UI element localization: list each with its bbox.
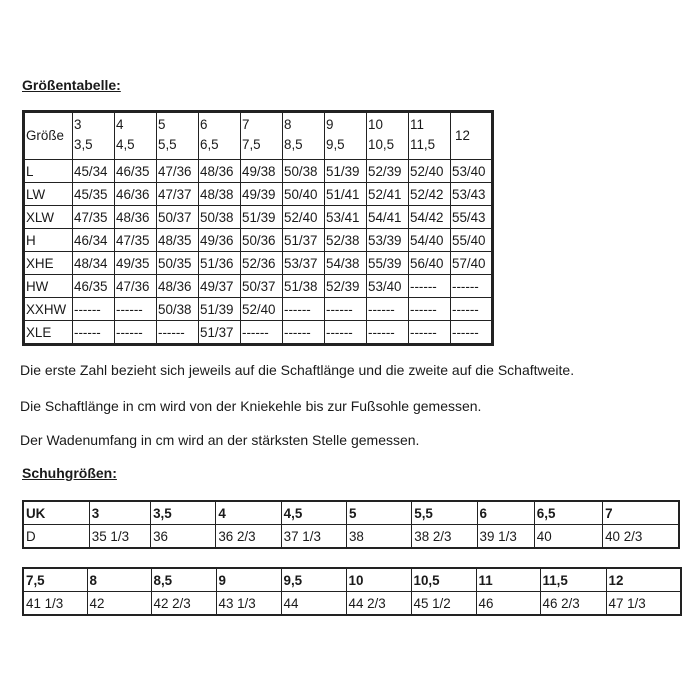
uk-size-cell: 4,5 (281, 501, 346, 525)
size-cell: ------ (283, 321, 325, 345)
size-cell: 53/40 (367, 275, 409, 298)
size-header-value: 10 (368, 117, 383, 132)
size-cell: 54/42 (409, 206, 451, 229)
size-cell: 46/35 (73, 275, 115, 298)
d-size-cell: 42 2/3 (151, 592, 216, 616)
size-cell: 52/39 (325, 275, 367, 298)
d-size-cell: 37 1/3 (281, 525, 346, 549)
d-size-cell: 41 1/3 (23, 592, 87, 616)
uk-size-cell: 4 (216, 501, 281, 525)
uk-size-cell: 5 (346, 501, 411, 525)
size-cell: 48/36 (115, 206, 157, 229)
size-cell: ------ (367, 298, 409, 321)
size-row (24, 160, 493, 183)
uk-size-cell: 9 (216, 568, 281, 592)
size-cell: 49/37 (199, 275, 241, 298)
size-header-row (24, 112, 493, 160)
d-size-cell: 45 1/2 (411, 592, 476, 616)
size-cell: 51/41 (325, 183, 367, 206)
size-row (24, 298, 493, 321)
size-cell: 49/39 (241, 183, 283, 206)
uk-size-cell: 3 (89, 501, 150, 525)
size-cell: 51/37 (283, 229, 325, 252)
shoe-size-table-2 (22, 567, 682, 616)
size-cell: 52/42 (409, 183, 451, 206)
d-size-cell: 40 (534, 525, 602, 549)
size-cell: 53/37 (283, 252, 325, 275)
size-header-value: 4,5 (116, 137, 135, 152)
shoe-d-row (23, 592, 681, 616)
size-header-cell (115, 112, 157, 160)
size-cell: ------ (409, 321, 451, 345)
uk-size-cell: 11,5 (540, 568, 606, 592)
size-cell: 51/39 (241, 206, 283, 229)
uk-size-cell: 7,5 (23, 568, 87, 592)
size-cell: 48/35 (157, 229, 199, 252)
size-row-label: HW (24, 275, 73, 298)
size-row-label: XHE (24, 252, 73, 275)
size-row (24, 275, 493, 298)
size-cell: 52/40 (283, 206, 325, 229)
size-row-label: LW (24, 183, 73, 206)
size-row-label: H (24, 229, 73, 252)
note-shaft-length: Die Schaftlänge in cm wird von der Kniekehle bis zur Fußsohle gemessen. (20, 398, 482, 414)
size-row (24, 183, 493, 206)
d-size-cell: 42 (87, 592, 151, 616)
d-size-cell: 40 2/3 (603, 525, 679, 549)
size-header-value: 10,5 (368, 137, 395, 152)
size-cell: ------ (115, 298, 157, 321)
d-size-cell: 47 1/3 (606, 592, 681, 616)
size-row (24, 229, 493, 252)
size-header-value: 11 (410, 117, 424, 132)
size-cell: 55/39 (367, 252, 409, 275)
size-cell: 47/36 (157, 160, 199, 183)
size-cell: 52/40 (241, 298, 283, 321)
uk-size-cell: 5,5 (412, 501, 477, 525)
size-cell: ------ (451, 298, 493, 321)
shoe-size-table-1 (22, 500, 680, 549)
size-cell: 46/35 (115, 160, 157, 183)
d-size-cell: 44 2/3 (346, 592, 411, 616)
size-cell: 51/38 (283, 275, 325, 298)
size-header-value: 3,5 (74, 137, 93, 152)
size-header-value: 12 (455, 128, 470, 143)
size-cell: 50/37 (241, 275, 283, 298)
uk-size-cell: 9,5 (281, 568, 346, 592)
size-cell: 47/37 (157, 183, 199, 206)
size-cell: ------ (451, 321, 493, 345)
size-header-cell (451, 112, 493, 160)
size-cell: 51/37 (199, 321, 241, 345)
size-cell: 57/40 (451, 252, 493, 275)
size-cell: 48/36 (157, 275, 199, 298)
size-cell: 50/38 (283, 160, 325, 183)
uk-size-cell: 3,5 (151, 501, 216, 525)
size-cell: 50/35 (157, 252, 199, 275)
size-cell: 49/35 (115, 252, 157, 275)
d-size-cell: 46 2/3 (540, 592, 606, 616)
d-size-cell: 36 2/3 (216, 525, 281, 549)
size-cell: ------ (409, 275, 451, 298)
uk-size-cell: 11 (476, 568, 540, 592)
d-size-cell: 39 1/3 (477, 525, 534, 549)
uk-size-cell: 7 (603, 501, 679, 525)
d-label: D (23, 525, 89, 549)
uk-size-cell: 6 (477, 501, 534, 525)
uk-size-cell: 8,5 (151, 568, 216, 592)
size-header-cell (157, 112, 199, 160)
size-header-value: 5 (158, 117, 166, 132)
size-cell: ------ (409, 298, 451, 321)
size-cell: 48/38 (199, 183, 241, 206)
size-cell: 53/39 (367, 229, 409, 252)
size-row (24, 206, 493, 229)
size-header-cell (241, 112, 283, 160)
size-header-value: 8,5 (284, 137, 303, 152)
shoe-table-title: Schuhgrößen: (22, 465, 117, 481)
note-measure-order: Die erste Zahl bezieht sich jeweils auf die Schaftlänge und die zweite auf die Schaftweite. (20, 362, 575, 378)
size-row (24, 252, 493, 275)
size-header-cell (409, 112, 451, 160)
size-cell: ------ (451, 275, 493, 298)
size-cell: 47/36 (115, 275, 157, 298)
size-cell: 52/40 (409, 160, 451, 183)
shoe-uk-row (23, 501, 679, 525)
size-cell: ------ (157, 321, 199, 345)
d-size-cell: 38 2/3 (412, 525, 477, 549)
size-cell: 53/41 (325, 206, 367, 229)
size-header-value: 5,5 (158, 137, 177, 152)
size-cell: 50/37 (157, 206, 199, 229)
size-row-label: XLE (24, 321, 73, 345)
size-cell: 48/36 (199, 160, 241, 183)
size-header-value: 9,5 (326, 137, 345, 152)
size-header-value: 3 (74, 117, 82, 132)
size-cell: 55/43 (451, 206, 493, 229)
size-cell: 50/38 (199, 206, 241, 229)
size-header-value: 6,5 (200, 137, 219, 152)
size-cell: ------ (325, 298, 367, 321)
d-size-cell: 44 (281, 592, 346, 616)
d-size-cell: 38 (346, 525, 411, 549)
size-cell: 53/43 (451, 183, 493, 206)
size-cell: ------ (73, 298, 115, 321)
size-cell: 51/39 (199, 298, 241, 321)
size-cell: 51/36 (199, 252, 241, 275)
size-header-value: 4 (116, 117, 124, 132)
size-table-title: Größentabelle: (22, 77, 121, 93)
size-cell: ------ (241, 321, 283, 345)
shoe-d-row (23, 525, 679, 549)
size-cell: 46/34 (73, 229, 115, 252)
size-cell: ------ (367, 321, 409, 345)
size-row-label: XXHW (24, 298, 73, 321)
size-cell: 52/41 (367, 183, 409, 206)
size-header-label: Größe (24, 112, 73, 160)
size-header-value: 11,5 (410, 137, 436, 152)
size-row (24, 321, 493, 345)
size-table (22, 110, 494, 346)
size-cell: 55/40 (451, 229, 493, 252)
size-cell: 50/40 (283, 183, 325, 206)
size-cell: 53/40 (451, 160, 493, 183)
size-cell: 48/34 (73, 252, 115, 275)
uk-size-cell: 6,5 (534, 501, 602, 525)
size-cell: 52/38 (325, 229, 367, 252)
size-cell: 52/36 (241, 252, 283, 275)
size-cell: 45/35 (73, 183, 115, 206)
uk-size-cell: 10,5 (411, 568, 476, 592)
size-cell: 49/36 (199, 229, 241, 252)
size-header-value: 8 (284, 117, 292, 132)
size-row-label: XLW (24, 206, 73, 229)
size-cell: 54/40 (409, 229, 451, 252)
size-cell: 50/38 (157, 298, 199, 321)
size-row-label: L (24, 160, 73, 183)
size-cell: ------ (115, 321, 157, 345)
uk-size-cell: 8 (87, 568, 151, 592)
uk-size-cell: 12 (606, 568, 681, 592)
size-cell: 47/35 (115, 229, 157, 252)
size-header-cell (283, 112, 325, 160)
size-header-cell (199, 112, 241, 160)
uk-label: UK (23, 501, 89, 525)
size-cell: 50/36 (241, 229, 283, 252)
size-cell: 45/34 (73, 160, 115, 183)
size-header-value: 7 (242, 117, 250, 132)
size-header-value: 9 (326, 117, 334, 132)
d-size-cell: 43 1/3 (216, 592, 281, 616)
shoe-uk-row (23, 568, 681, 592)
size-cell: 46/36 (115, 183, 157, 206)
size-header-value: 6 (200, 117, 208, 132)
size-cell: 49/38 (241, 160, 283, 183)
size-header-value: 7,5 (242, 137, 261, 152)
size-cell: ------ (325, 321, 367, 345)
size-header-cell (367, 112, 409, 160)
size-cell: ------ (283, 298, 325, 321)
size-cell: 54/38 (325, 252, 367, 275)
size-header-cell (325, 112, 367, 160)
size-cell: 47/35 (73, 206, 115, 229)
d-size-cell: 46 (476, 592, 540, 616)
size-header-cell (73, 112, 115, 160)
note-calf: Der Wadenumfang in cm wird an der stärksten Stelle gemessen. (20, 432, 420, 448)
size-cell: 54/41 (367, 206, 409, 229)
d-size-cell: 35 1/3 (89, 525, 150, 549)
size-cell: 51/39 (325, 160, 367, 183)
d-size-cell: 36 (151, 525, 216, 549)
size-cell: 56/40 (409, 252, 451, 275)
size-cell: ------ (73, 321, 115, 345)
size-cell: 52/39 (367, 160, 409, 183)
uk-size-cell: 10 (346, 568, 411, 592)
